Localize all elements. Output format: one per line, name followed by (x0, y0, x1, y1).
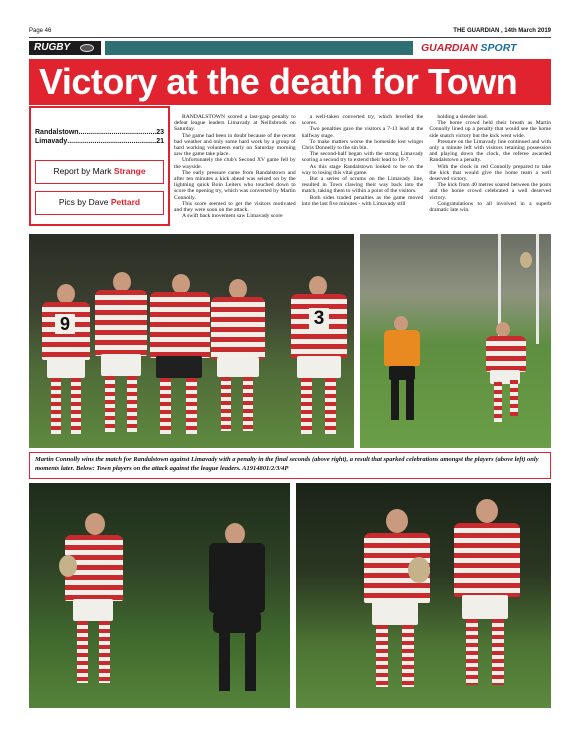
report-credit (35, 160, 164, 184)
pics-credit-name: Pettard (110, 197, 141, 207)
guardian-sport-logo (421, 41, 517, 55)
scoreline-row (31, 137, 168, 146)
article-paragraph: To make matters worse the homeside lost winger Chris Donnelly to the sin bin. (301, 138, 424, 152)
player-figure (144, 274, 214, 442)
section-bar (29, 41, 551, 55)
article-paragraph: Two penalties gave the visitors a 7-13 lead at the halfway stage. (301, 126, 424, 139)
ball-carrier-figure (356, 509, 436, 694)
rugby-ball-icon (80, 44, 94, 52)
page-header (29, 27, 551, 39)
article-paragraph: As this stage Randalstown looked to be on the way to losing this vital game. (301, 163, 424, 176)
headline-banner (29, 59, 551, 105)
article-body (174, 114, 551, 226)
article-paragraph: With the clock in red Connolly prepared to take the kick that would give the home team a well deserved victory. (429, 163, 552, 183)
pics-credit (35, 191, 164, 215)
article-paragraph: Both sides traded penalties as the game moved into the last five minutes - with Limavady still (301, 194, 424, 207)
article-paragraph: Congratulations to all involved in a superb dramatic late win. (429, 200, 552, 214)
article-paragraph: This score seemed to get the visitors motivated and they were soon on the attack. (174, 200, 296, 214)
article-paragraph: a well-taken converted try, which levelled the scores. (301, 114, 424, 127)
player-figure (91, 272, 151, 442)
article-paragraph: Pressure on the Limavady line continued and with only a minute left with visitors retaining possession and playing down the clock, the referee awarded Randalstown a penalty. (429, 138, 552, 164)
leader-dots (67, 137, 156, 146)
report-credit-prefix: Report by Mark (53, 166, 114, 176)
player-figure (287, 276, 351, 444)
info-panel (29, 106, 170, 226)
article-column-3 (429, 114, 551, 226)
article-paragraph: The kick from 40 metres soared between the posts and the home crowd celebrated a well deserved victory. (429, 182, 552, 201)
winning-kick-photo (360, 234, 551, 448)
article-paragraph: The second-half began with the strong Limavady scoring a second try to extend their lead to 18-7. (301, 151, 424, 164)
shirt-number: 9 (55, 314, 75, 334)
ball-carrier-figure (59, 513, 129, 693)
referee-figure (382, 316, 422, 426)
article-paragraph: A swift back movement saw Limavady score (182, 213, 283, 220)
player-figure (207, 279, 269, 439)
article-paragraph: The home crowd held their breath as Martin Connolly lined up a penalty that would see the home side snatch victory but the kick went wide. (429, 120, 552, 139)
kicker-figure (480, 322, 540, 432)
brand-main: GUARDIAN (421, 42, 478, 54)
paper-date: THE GUARDIAN , 14th March 2019 (453, 28, 551, 34)
page-number: Page 46 (29, 28, 52, 34)
team-name: Limavady (35, 138, 68, 145)
leader-dots (79, 128, 157, 137)
pics-credit-prefix: Pics by Dave (58, 197, 111, 207)
article-paragraph: holding a slender lead. (437, 114, 488, 120)
header-rule (29, 37, 551, 38)
scoreline-row (31, 128, 168, 137)
headline: Victory at the death for Town (39, 61, 518, 102)
section-color-bar (105, 41, 413, 55)
defender-figure (199, 523, 279, 698)
team-score: 23 (156, 129, 164, 136)
attack-photo-left (29, 483, 290, 708)
player-figure (37, 284, 97, 444)
article-paragraph: The game had been in doubt because of the recent bad weather and only some hard work by a group of hard working volunteers early on Saturday morning saw the game take place. (174, 132, 296, 158)
photo-caption: Martin Connolly wins the match for Randalstown against Limavady with a penalty in the final seconds (above right), a result that sparked celebrations amongst the players (above left) only moments later. Below: Town players on the attack against the league leaders. A1914801/2/3/4P (29, 452, 551, 479)
article-paragraph: The early pressure came from Randalstown and after ten minutes a kick ahead was seized on by the lightning quick Boin Leiters who touched down to score the opening try, which was converted by Martin Connolly. (174, 169, 296, 201)
article-column-2 (302, 114, 424, 226)
article-column-1 (174, 114, 296, 226)
team-score: 21 (156, 138, 164, 145)
team-name: Randalstown (35, 129, 79, 136)
support-player-figure (446, 499, 526, 694)
article-paragraph: RANDALSTOWN scored a last-gasp penalty to defeat league leaders Limavady at Neillsbrook on Saturday. (174, 114, 296, 133)
brand-sub: SPORT (480, 42, 517, 54)
section-tag-label: RUGBY (34, 42, 71, 53)
article-paragraph: Unfortunately the club's Second XV game fell by the wayside. (174, 157, 296, 170)
shirt-number: 3 (309, 308, 329, 330)
report-credit-name: Strange (113, 166, 146, 176)
rugby-ball (520, 252, 532, 268)
celebration-photo (29, 234, 354, 448)
article-paragraph: But a series of scrums on the Limavady line, resulted in Town clawing their way back into the match, taking them to within a point of the visitors. (301, 176, 424, 195)
attack-photo-right (296, 483, 551, 708)
